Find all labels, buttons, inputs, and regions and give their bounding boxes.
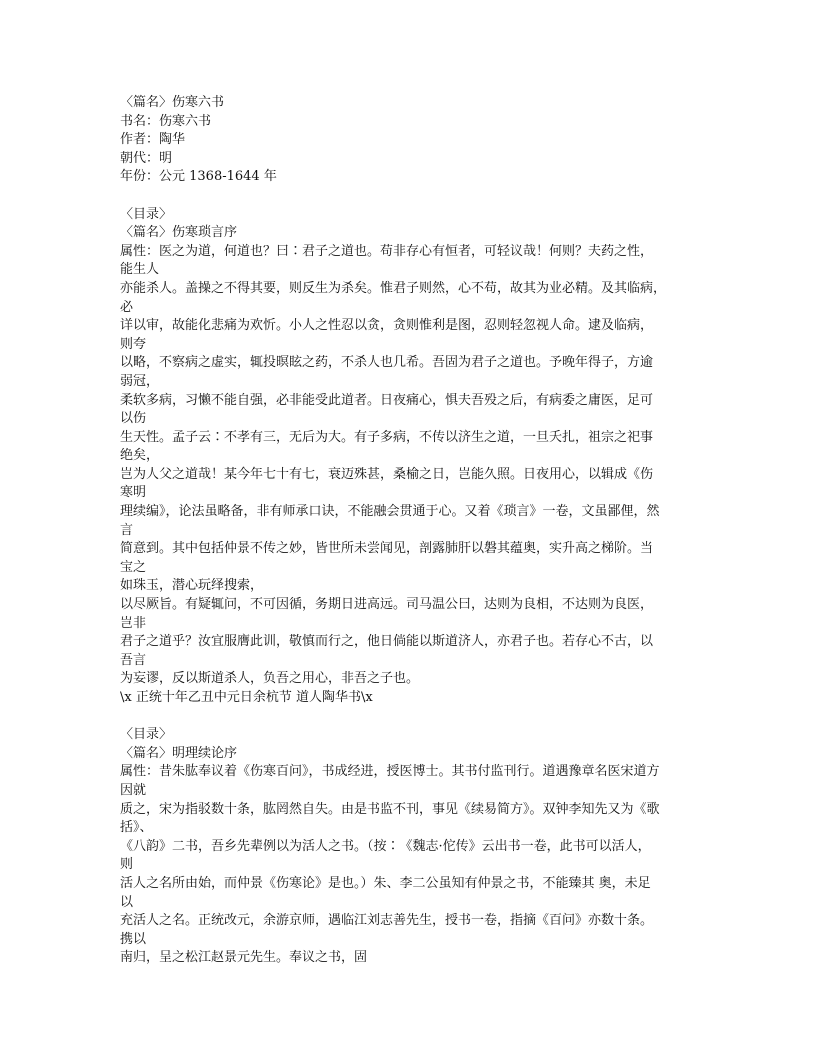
text-line: 君子之道乎？汝宜服膺此训，敬慎而行之，他日倘能以斯道济人，亦君子也。若存心不古，以 (120, 634, 654, 650)
text-line: 理续编》，论法虽略备，非有师承口诀，不能融会贯通于心。又着《琐言》一卷，文虽鄙俚，然 (120, 504, 660, 520)
text-line: 年份：公元 1368-1644 年 (120, 169, 277, 185)
text-line: 弱冠， (120, 373, 160, 389)
text-line: 吾言 (120, 652, 147, 668)
text-line: 宝之 (120, 559, 147, 575)
text-line: 书名：伤寒六书 (120, 113, 212, 129)
text-line: 充活人之名。正统改元，余游京师，遇临江刘志善先生，授书一卷，指摘《百问》亦数十条。 (120, 913, 654, 929)
text-line: 如珠玉，潜心玩绎搜索， (120, 578, 264, 594)
text-line: 〈篇名〉伤寒六书 (120, 95, 225, 110)
text-line: 携以 (120, 931, 147, 947)
blank-line (120, 708, 700, 727)
text-line: 柔软多病，习懒不能自强，必非能受此道者。日夜痛心，惧夫吾殁之后，有病委之庸医，足可 (120, 392, 654, 408)
text-line: 括》、 (120, 820, 153, 836)
text-line: 质之，宋为指驳数十条，肱罔然自失。由是书监不刊，事见《续易简方》。双钟李知先又为《歌 (120, 801, 660, 817)
text-line: 能生人 (120, 262, 160, 278)
text-line: 作者：陶华 (120, 132, 186, 148)
text-line: 〈目录〉 (120, 727, 173, 743)
text-line: 〈目录〉 (120, 206, 173, 222)
document-body (120, 94, 700, 968)
text-line: 因就 (120, 782, 147, 798)
text-line: 以伤 (120, 411, 147, 427)
text-line: 属性：昔朱肱奉议着《伤寒百问》，书成经进，授医博士。其书付监刊行。道遇豫章名医宋道方 (120, 764, 660, 780)
text-line: 以 (120, 894, 134, 910)
text-line: 以略，不察病之虚实，辄投暝眩之药，不杀人也几希。吾固为君子之道也。予晚年得子，方逾 (120, 355, 654, 371)
text-line: 则 (120, 857, 134, 873)
text-line: 以尽厥旨。有疑辄问，不可因循，务期日进高远。司马温公曰，达则为良相，不达则为良医， (120, 597, 654, 613)
text-line: 生天性。孟子云∶不孝有三，无后为大。有子多病，不传以济生之道，一旦夭扎，祖宗之祀事 (120, 429, 654, 445)
text-line: 寒明 (120, 485, 147, 501)
text-line: 南归，呈之松江赵景元先生。奉议之书，固 (120, 950, 368, 966)
text-line: 则夸 (120, 336, 147, 352)
text-line: 为妄谬，反以斯道杀人，负吾之用心，非吾之子也。 (120, 671, 420, 687)
text-line: 岂为人父之道哉！某今年七十有七，衰迈殊甚，桑榆之日，岂能久照。日夜用心，以辑成《伤 (120, 466, 654, 482)
text-line: 必 (120, 299, 134, 315)
text-line: 朝代：明 (120, 150, 173, 166)
text-line: 绝矣， (120, 448, 160, 464)
text-line: 〈篇名〉伤寒琐言序 (120, 225, 238, 241)
text-line: 简意到。其中包括仲景不传之妙，皆世所未尝闻见，剖露肺肝以磐其蕴奥，实升高之梯阶。当 (120, 541, 654, 557)
text-line: 活人之名所由始，而仲景《伤寒论》是也。）朱、李二公虽知有仲景之书，不能臻其 奥，未足 (120, 875, 651, 891)
text-line: 岂非 (120, 615, 147, 631)
text-line: \x 正统十年乙丑中元日余杭节 道人陶华书\x (120, 690, 373, 705)
text-line: 〈篇名〉明理续论序 (120, 745, 238, 761)
text-line: 亦能杀人。盖操之不得其要，则反生为杀矣。惟君子则然，心不苟，故其为业必精。及其临病， (120, 280, 667, 296)
text-line: 详以审，故能化悲痛为欢忻。小人之性忍以贪，贪则惟利是图，忍则轻忽视人命。逮及临病， (120, 318, 654, 334)
text-line: 言 (120, 522, 134, 538)
text-line: 属性：医之为道，何道也？曰∶君子之道也。苟非存心有恒者，可轻议哉！何则？夫药之性， (120, 243, 654, 259)
blank-line (120, 187, 700, 206)
text-line: 《八韵》二书，吾乡先辈例以为活人之书。（按∶《魏志·佗传》云出书一卷，此书可以活人， (120, 838, 651, 854)
